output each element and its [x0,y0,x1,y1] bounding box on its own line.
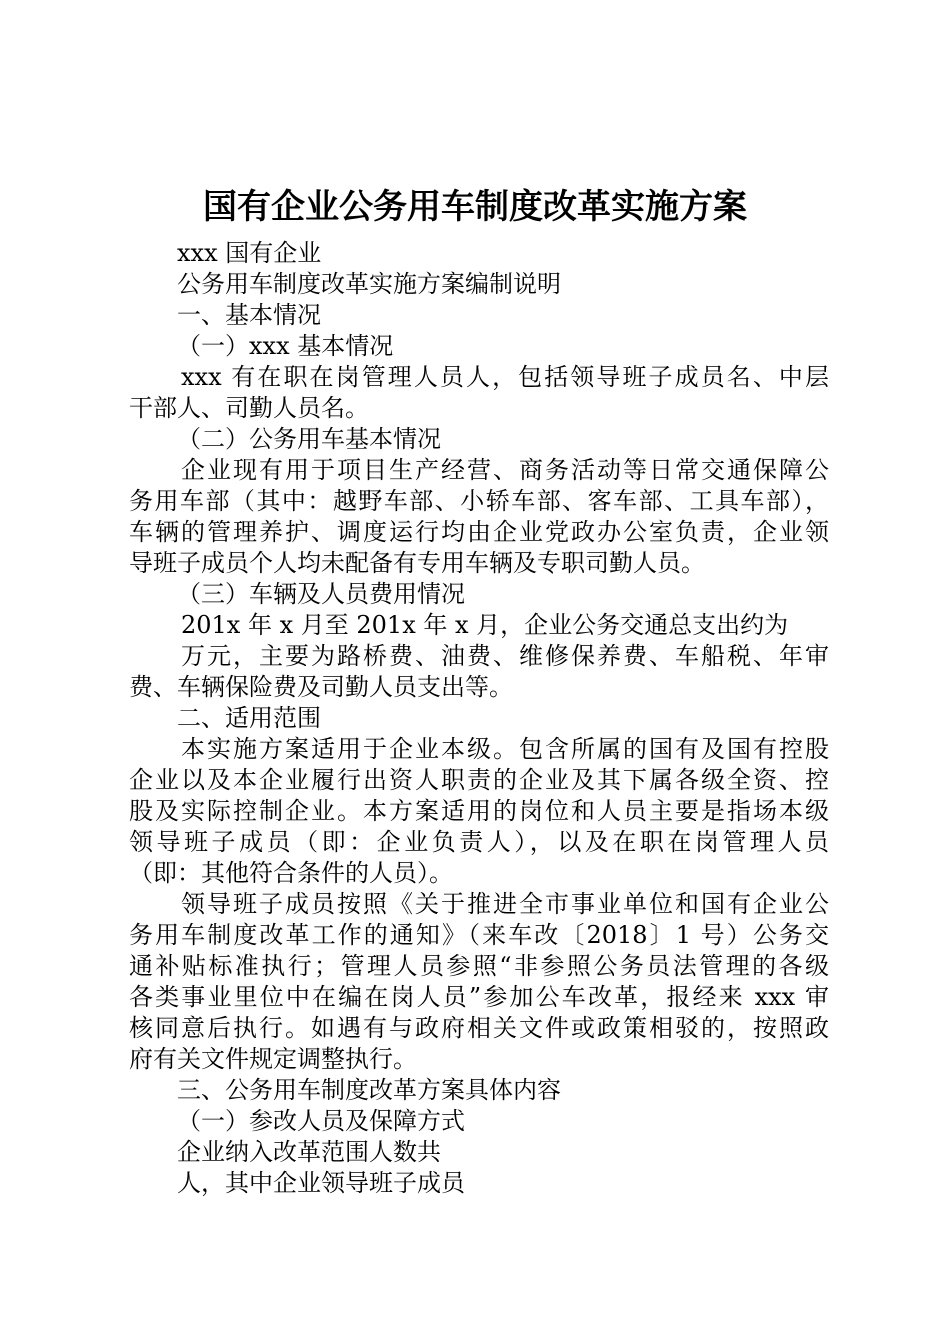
paragraph-line: 各类事业里位中在编在岗人员”参加公车改革，报经来 xxx 审 [129,983,829,1011]
paragraph-line: xxx 有在职在岗管理人员人，包括领导班子成员名、中层 [181,363,829,391]
section-heading-3: 三、公务用车制度改革方案具体内容 [177,1076,561,1104]
paragraph-line: 费、车辆保险费及司勤人员支出等。 [129,673,513,701]
paragraph-line: 企业以及本企业履行出资人职责的企业及其下属各级全资、控 [129,766,829,794]
section-heading-1: 一、基本情况 [177,301,321,329]
paragraph-line: 本实施方案适用于企业本级。包含所属的国有及国有控股 [181,735,829,763]
paragraph-line: 核同意后执行。如遇有与政府相关文件或政策相驳的，按照政 [129,1014,829,1042]
subsection-heading-1-1: （一）xxx 基本情况 [177,332,394,360]
paragraph-line: （即：其他符合条件的人员）。 [129,859,453,887]
paragraph-line: 干部人、司勤人员名。 [129,394,369,422]
paragraph-line: 车辆的管理养护、调度运行均由企业党政办公室负责，企业领 [129,518,829,546]
paragraph-line: 领导班子成员按照《关于推进全市事业单位和国有企业公 [181,890,829,918]
subsection-heading-3-1: （一）参改人员及保障方式 [177,1107,465,1135]
paragraph-line: 领导班子成员（即：企业负责人），以及在职在岗管理人员 [129,828,829,856]
subtitle-line: 公务用车制度改革实施方案编制说明 [177,270,561,298]
paragraph-line: 府有关文件规定调整执行。 [129,1045,417,1073]
subsection-heading-1-2: （二）公务用车基本情况 [177,425,441,453]
paragraph-line: 万元，主要为路桥费、油费、维修保养费、车船税、年审 [181,642,829,670]
paragraph-line: 务用车制度改革工作的通知》（来车改〔2018〕1 号）公务交 [129,921,829,949]
section-heading-2: 二、适用范围 [177,704,321,732]
paragraph-line: 企业纳入改革范围人数共 [177,1138,441,1166]
paragraph-line: 务用车部（其中：越野车部、小轿车部、客车部、工具车部）， [129,487,829,515]
paragraph-line: 企业现有用于项目生产经营、商务活动等日常交通保障公 [181,456,829,484]
paragraph-line: 人，其中企业领导班子成员 [177,1169,465,1197]
paragraph-line: 导班子成员个人均未配备有专用车辆及专职司勤人员。 [129,549,705,577]
paragraph-line: 通补贴标准执行；管理人员参照“非参照公务员法管理的各级 [129,952,829,980]
org-name-line: xxx 国有企业 [177,239,322,267]
document-title: 国有企业公务用车制度改革实施方案 [203,187,747,227]
paragraph-line: 股及实际控制企业。本方案适用的岗位和人员主要是指场本级 [129,797,829,825]
document-body [129,238,829,1199]
subsection-heading-1-3: （三）车辆及人员费用情况 [177,580,465,608]
paragraph-line: 201x 年 x 月至 201x 年 x 月，企业公务交通总支出约为 [181,611,789,639]
